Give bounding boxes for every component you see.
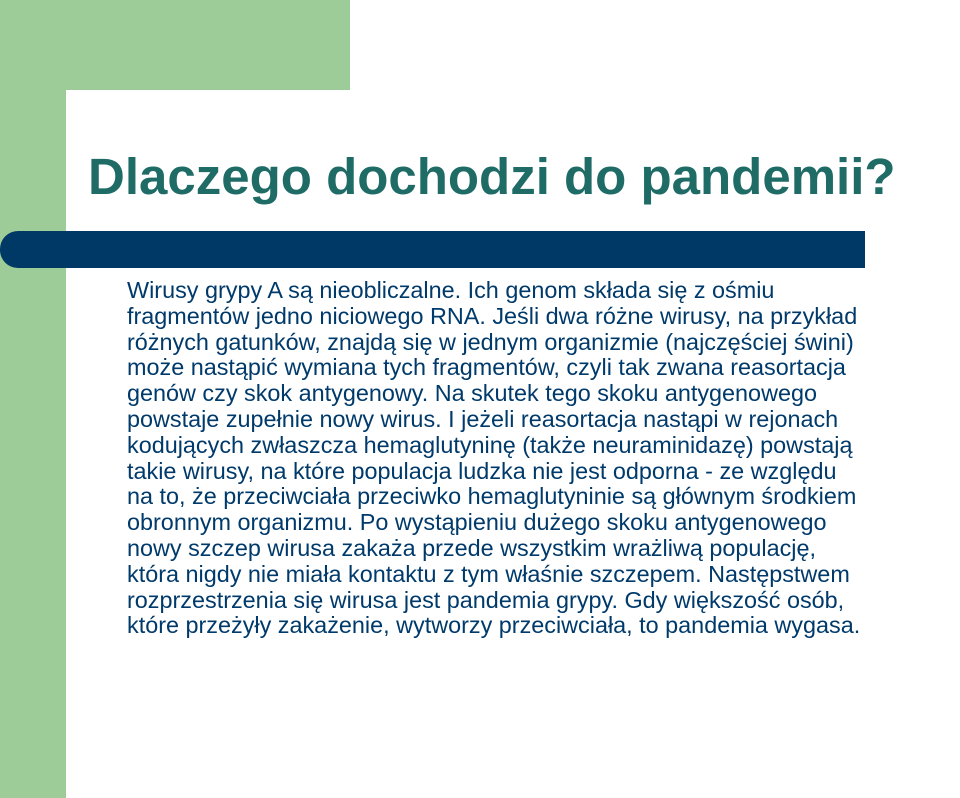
body-line: nowy szczep wirusa zakaża przede wszystkim wrażliwą populację, xyxy=(127,534,816,561)
body-line: powstaje zupełnie nowy wirus. I jeżeli reasortacja nastąpi w rejonach xyxy=(127,405,839,432)
body-line: rozprzestrzenia się wirusa jest pandemia grypy. Gdy większość osób, xyxy=(127,586,845,613)
slide-body-text xyxy=(127,278,957,639)
body-line: obronnym organizmu. Po wystąpieniu dużego skoku antygenowego xyxy=(127,509,827,536)
body-line: różnych gatunków, znajdą się w jednym organizmie (najczęściej świni) xyxy=(127,328,854,355)
body-line: na to, że przeciwciała przeciwko hemaglutyninie są głównym środkiem xyxy=(127,483,857,510)
left-accent-bar xyxy=(0,0,66,798)
title-divider-bar xyxy=(0,231,865,268)
body-line: genów czy skok antygenowy. Na skutek tego skoku antygenowego xyxy=(127,380,817,407)
slide-title: Dlaczego dochodzi do pandemii? xyxy=(88,148,896,205)
body-line: która nigdy nie miała kontaktu z tym właśnie szczepem. Następstwem xyxy=(127,560,850,587)
body-line: kodujących zwłaszcza hemaglutyninę (także neuraminidazę) powstają xyxy=(127,431,853,458)
top-accent-block xyxy=(0,0,350,90)
body-line: takie wirusy, na które populacja ludzka nie jest odporna - ze względu xyxy=(127,457,837,484)
body-line: może nastąpić wymiana tych fragmentów, czyli tak zwana reasortacja xyxy=(127,354,846,381)
body-line: które przeżyły zakażenie, wytworzy przeciwciała, to pandemia wygasa. xyxy=(127,612,861,639)
body-line: fragmentów jedno niciowego RNA. Jeśli dwa różne wirusy, na przykład xyxy=(127,302,858,329)
body-line: Wirusy grypy A są nieobliczalne. Ich genom składa się z ośmiu xyxy=(127,277,775,303)
